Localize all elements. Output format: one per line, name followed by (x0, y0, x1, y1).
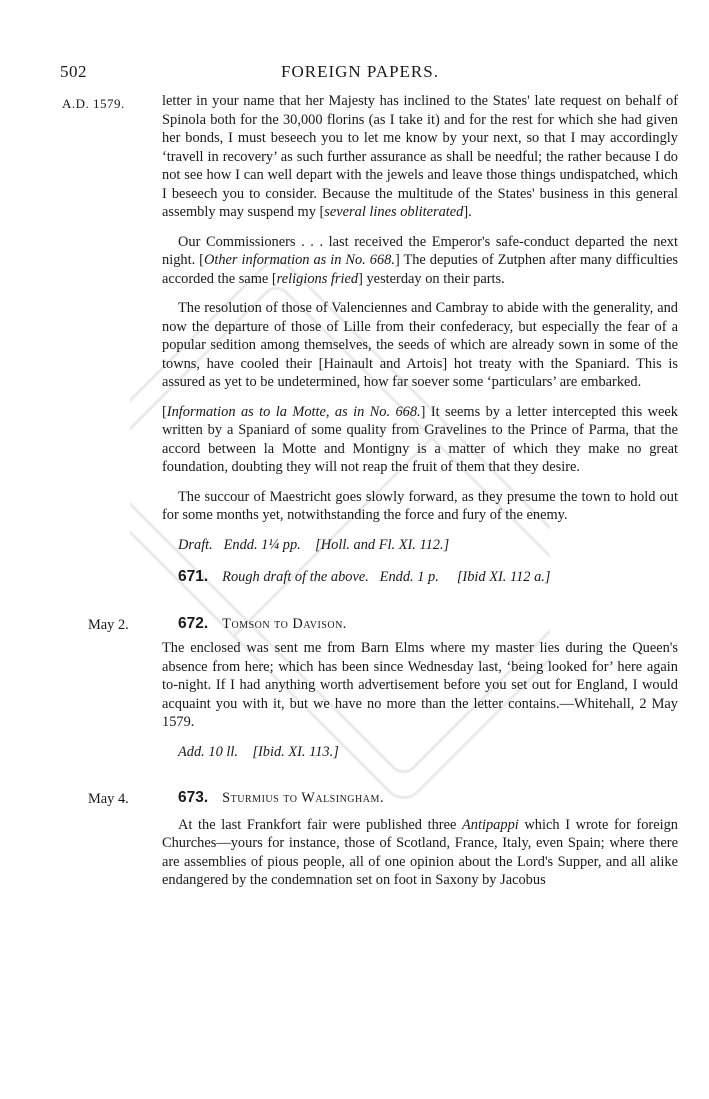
paragraph: [Information as to la Motte, as in No. 668.] It seems by a letter intercepted this week written by a Spaniard of some quality from Gravelines to the Prince of Parma, that the accord between la Motte and Montigny is a matter of which they make no great foundation, doubting they will not reap the fruit of them that they desire. (162, 403, 679, 475)
entry-673 (88, 789, 678, 890)
year-marginal-note: A.D. 1579. (62, 96, 125, 111)
entry-text: At the last Frankfort fair were published three Antipappi which I wrote for foreign Churches—yours for instance, those of Scotland, France, Italy, even Spain; where there are assemblies of pious people, all of one opinion about the Lord's Supper, and all alike endangered by the condemnation set on foot in Saxony by Jacobus (162, 816, 678, 888)
page-title: FOREIGN PAPERS. (281, 62, 439, 81)
paragraph: Our Commissioners . . . last received the Emperor's safe-conduct departed the next night. [Other information as in No. 668.] The deputies of Zutphen after many difficulties accorded the same [religions fried] yesterday on their parts. (162, 233, 678, 287)
paragraph: The succour of Maestricht goes slowly forward, as they presume the town to hold out for some months yet, notwithstanding the force and fury of the enemy. (162, 488, 678, 523)
entry-671: 671. Rough draft of the above. Endd. 1 p. [Ibid XI. 112 a.] (178, 568, 551, 585)
entry-672 (88, 614, 678, 762)
entry-reference: Add. 10 ll. [Ibid. XI. 113.] (178, 743, 339, 760)
page-header (60, 62, 660, 86)
page-number: 502 (60, 62, 87, 81)
entry-date: May 4. (88, 791, 129, 807)
entry-text: The enclosed was sent me from Barn Elms where my master lies during the Queen's absence from here; which has been since Wednesday last, ‘being looked for’ here again to-night. If I had anything worth advertisement before you set out for England, I would acquaint you with it, but we have no more than the letter contains.—Whitehall, 2 May 1579. (162, 640, 678, 730)
paragraph: The resolution of those of Valenciennes and Cambray to abide with the generality, and now the departure of those of Lille from their confederacy, but especially the fear of a popular sedition among themselves, the seeds of which are already sown in some of the towns, have cooled their [Hainault and Artois] hot treaty with the Spaniard. This is assured as yet to be undetermined, how far soever some ‘particulars’ are embarked. (162, 300, 678, 390)
entry-heading: 673. Sturmius to Walsingham. (178, 789, 384, 806)
paragraph: letter in your name that her Majesty has inclined to the States' late request on behalf of Spinola both for the 30,000 florins (as I take it) and for the rest for which she had given her bonds, I must beseech you to let me know by your next, so that I may accordingly ‘travell in recovery’ as such further assurance as shall be needful; the rather because I do not see how I can well depart with the jewels and leave those things undispatched, which I beseech you to consider. Because the multitude of the States' business in this general assembly may suspend my [several lines obliterated]. (162, 93, 678, 220)
entry-date: May 2. (88, 616, 129, 633)
entry-heading: 672. Tomson to Davison. (178, 614, 347, 632)
draft-reference: Draft. Endd. 1¼ pp. [Holl. and Fl. XI. 112.] (178, 536, 450, 553)
